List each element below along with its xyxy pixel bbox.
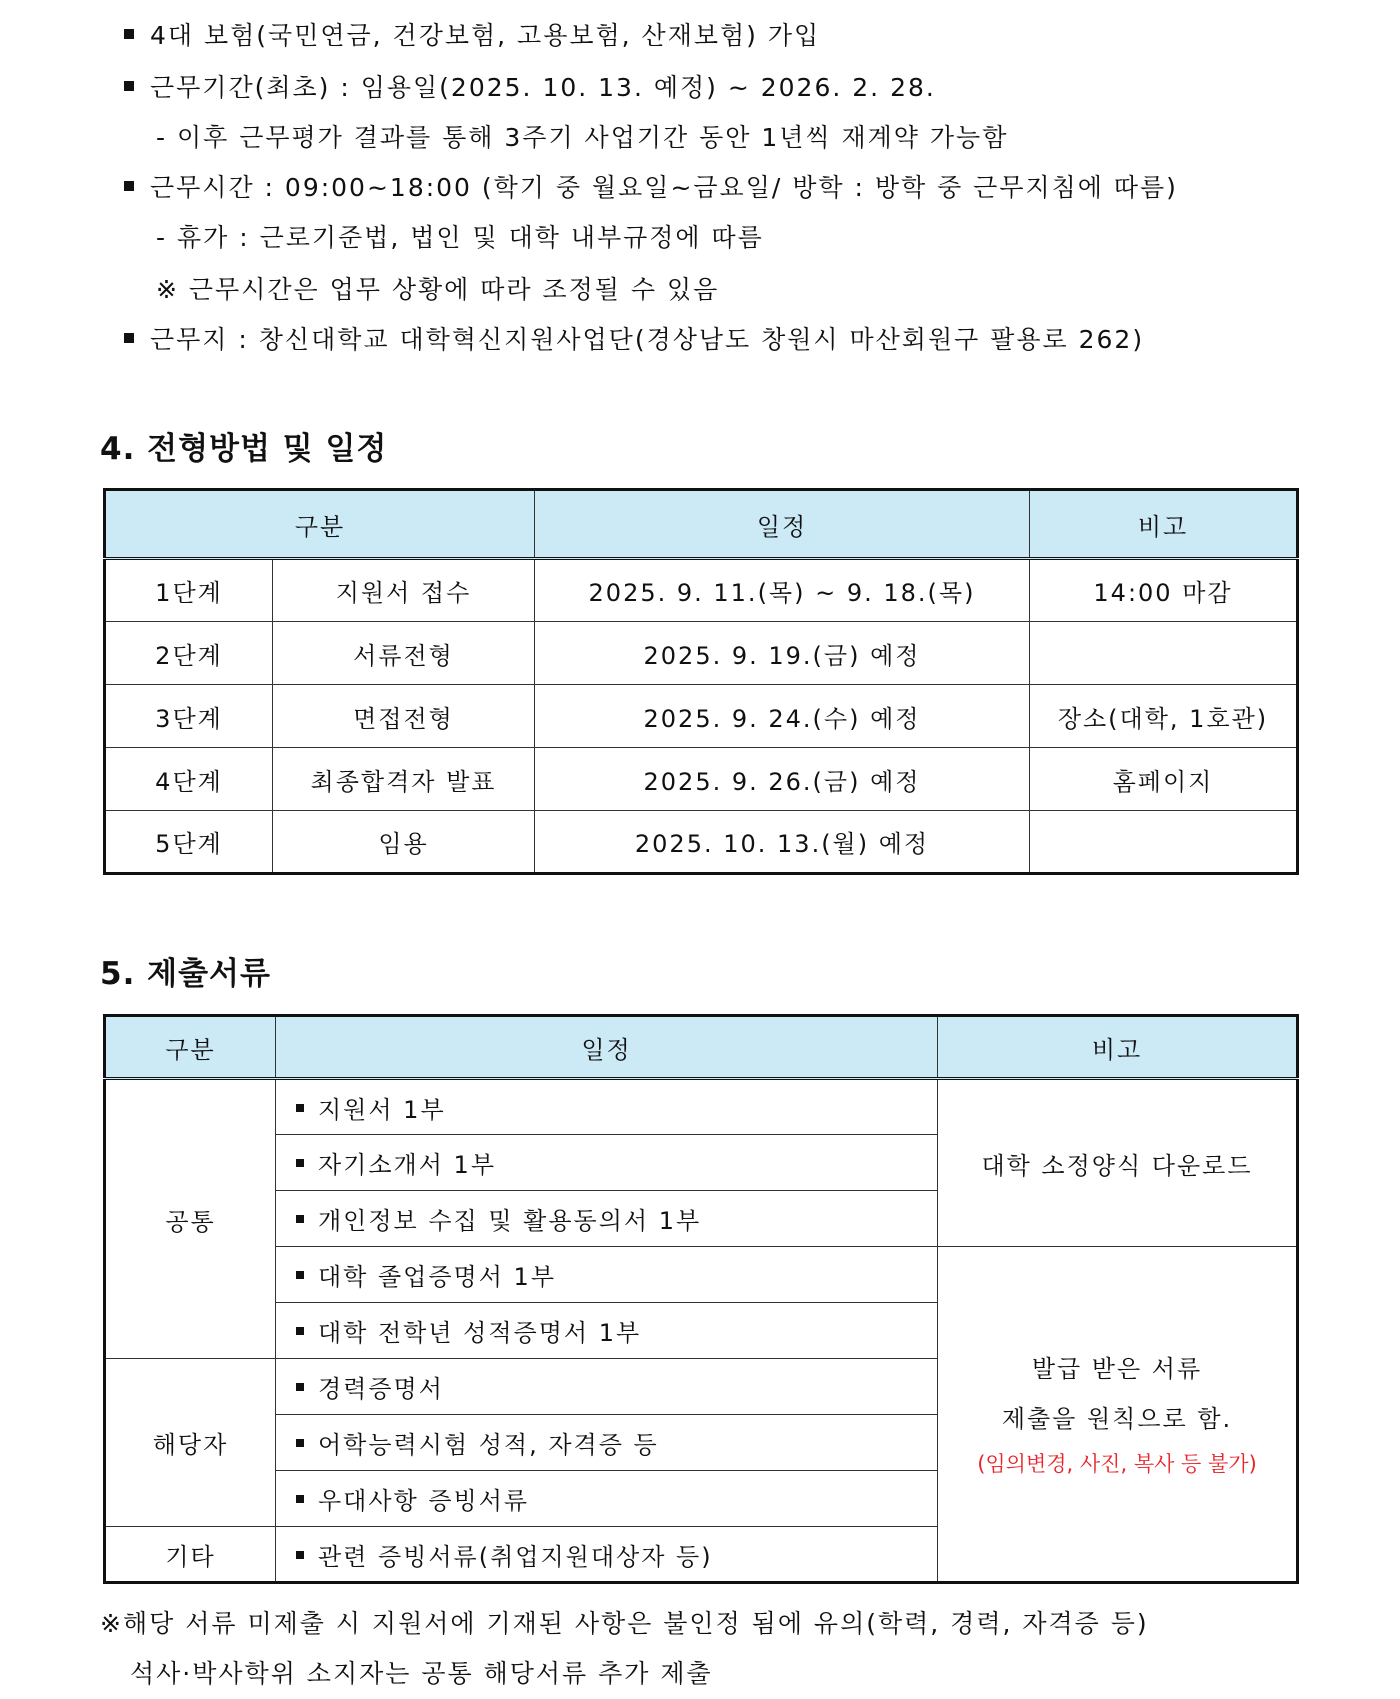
- bullet-icon: [296, 1271, 304, 1279]
- bullet-icon: [124, 333, 134, 343]
- table-row: [105, 1079, 1298, 1135]
- bullet-icon: [296, 1104, 304, 1112]
- bullet-icon: [296, 1551, 304, 1559]
- stage-name-cell: 서류전형: [273, 622, 535, 685]
- document-item: 지원서 1부: [276, 1079, 938, 1135]
- schedule-header-note: 비고: [1030, 490, 1298, 559]
- stage-name-cell: 면접전형: [273, 685, 535, 748]
- stage-date-cell: 2025. 10. 13.(월) 예정: [535, 811, 1030, 874]
- bullet-icon: [296, 1159, 304, 1167]
- footer-note-1: ※해당 서류 미제출 시 지원서에 기재된 사항은 불인정 됨에 유의(학력, 경력, 자격증 등): [100, 1609, 1149, 1638]
- stage-name-cell: 임용: [273, 811, 535, 874]
- bullet-icon: [296, 1215, 304, 1223]
- bullet-icon: [296, 1383, 304, 1391]
- stage-date-cell: 2025. 9. 11.(목) ~ 9. 18.(목): [535, 559, 1030, 622]
- schedule-header-row: [105, 490, 1298, 559]
- stage-date-cell: 2025. 9. 26.(금) 예정: [535, 748, 1030, 811]
- group-other-cell: 기타: [105, 1527, 276, 1583]
- document-item: 경력증명서: [276, 1359, 938, 1415]
- documents-table: [103, 1014, 1299, 1584]
- note-issued-line1: 발급 받은 서류: [1031, 1355, 1203, 1383]
- condition-period: 근무기간(최초) : 임용일(2025. 10. 13. 예정) ~ 2026. 2. 28.: [124, 72, 936, 104]
- document-item: 대학 졸업증명서 1부: [276, 1247, 938, 1303]
- document-item: 어학능력시험 성적, 자격증 등: [276, 1415, 938, 1471]
- bullet-icon: [296, 1439, 304, 1447]
- documents-header-row: [105, 1016, 1298, 1079]
- condition-insurance: 4대 보험(국민연금, 건강보험, 고용보험, 산재보험) 가입: [124, 20, 820, 52]
- documents-header-category: 구분: [105, 1016, 276, 1079]
- bullet-icon: [124, 29, 134, 39]
- stage-note-cell: 14:00 마감: [1030, 559, 1298, 622]
- document-item: 개인정보 수집 및 활용동의서 1부: [276, 1191, 938, 1247]
- stage-cell: 1단계: [105, 559, 273, 622]
- table-row: [105, 559, 1298, 622]
- stage-date-cell: 2025. 9. 19.(금) 예정: [535, 622, 1030, 685]
- document-item: 자기소개서 1부: [276, 1135, 938, 1191]
- stage-cell: 5단계: [105, 811, 273, 874]
- schedule-table: [103, 488, 1299, 875]
- condition-hours-note: ※ 근무시간은 업무 상황에 따라 조정될 수 있음: [156, 275, 720, 304]
- condition-hours: 근무시간 : 09:00~18:00 (학기 중 월요일~금요일/ 방학 : 방학 중 근무지침에 따름): [124, 172, 1178, 204]
- stage-name-cell: 최종합격자 발표: [273, 748, 535, 811]
- table-row: [105, 1247, 1298, 1303]
- bullet-icon: [124, 81, 134, 91]
- section5-title: 5. 제출서류: [100, 956, 271, 992]
- stage-note-cell: 홈페이지: [1030, 748, 1298, 811]
- bullet-icon: [296, 1327, 304, 1335]
- table-row: [105, 685, 1298, 748]
- group-applicable-cell: 해당자: [105, 1359, 276, 1527]
- note-issued-line2: 제출을 원칙으로 함.: [1001, 1405, 1233, 1433]
- stage-note-cell: [1030, 622, 1298, 685]
- stage-date-cell: 2025. 9. 24.(수) 예정: [535, 685, 1030, 748]
- document-item: 관련 증빙서류(취업지원대상자 등): [276, 1527, 938, 1583]
- bullet-icon: [124, 181, 134, 191]
- condition-workplace: 근무지 : 창신대학교 대학혁신지원사업단(경상남도 창원시 마산회원구 팔용로 262): [124, 324, 1144, 356]
- table-row: [105, 622, 1298, 685]
- condition-leave: - 휴가 : 근로기준법, 법인 및 대학 내부규정에 따름: [156, 223, 764, 252]
- schedule-header-category: 구분: [105, 490, 535, 559]
- stage-name-cell: 지원서 접수: [273, 559, 535, 622]
- schedule-header-date: 일정: [535, 490, 1030, 559]
- stage-note-cell: 장소(대학, 1호관): [1030, 685, 1298, 748]
- stage-note-cell: [1030, 811, 1298, 874]
- note-issued-warning: (임의변경, 사진, 복사 등 불가): [977, 1452, 1257, 1476]
- section4-title: 4. 전형방법 및 일정: [100, 431, 388, 467]
- stage-cell: 4단계: [105, 748, 273, 811]
- footer-note-2: 석사·박사학위 소지자는 공통 해당서류 추가 제출: [130, 1659, 713, 1688]
- document-item: 대학 전학년 성적증명서 1부: [276, 1303, 938, 1359]
- note-issued-cell: [938, 1247, 1298, 1583]
- stage-cell: 2단계: [105, 622, 273, 685]
- bullet-icon: [296, 1495, 304, 1503]
- stage-cell: 3단계: [105, 685, 273, 748]
- document-item: 우대사항 증빙서류: [276, 1471, 938, 1527]
- group-common-cell: 공통: [105, 1079, 276, 1359]
- documents-header-items: 일정: [276, 1016, 938, 1079]
- condition-period-note: - 이후 근무평가 결과를 통해 3주기 사업기간 동안 1년씩 재계약 가능함: [156, 123, 1009, 152]
- table-row: [105, 811, 1298, 874]
- documents-header-note: 비고: [938, 1016, 1298, 1079]
- note-download-cell: 대학 소정양식 다운로드: [938, 1079, 1298, 1247]
- table-row: [105, 748, 1298, 811]
